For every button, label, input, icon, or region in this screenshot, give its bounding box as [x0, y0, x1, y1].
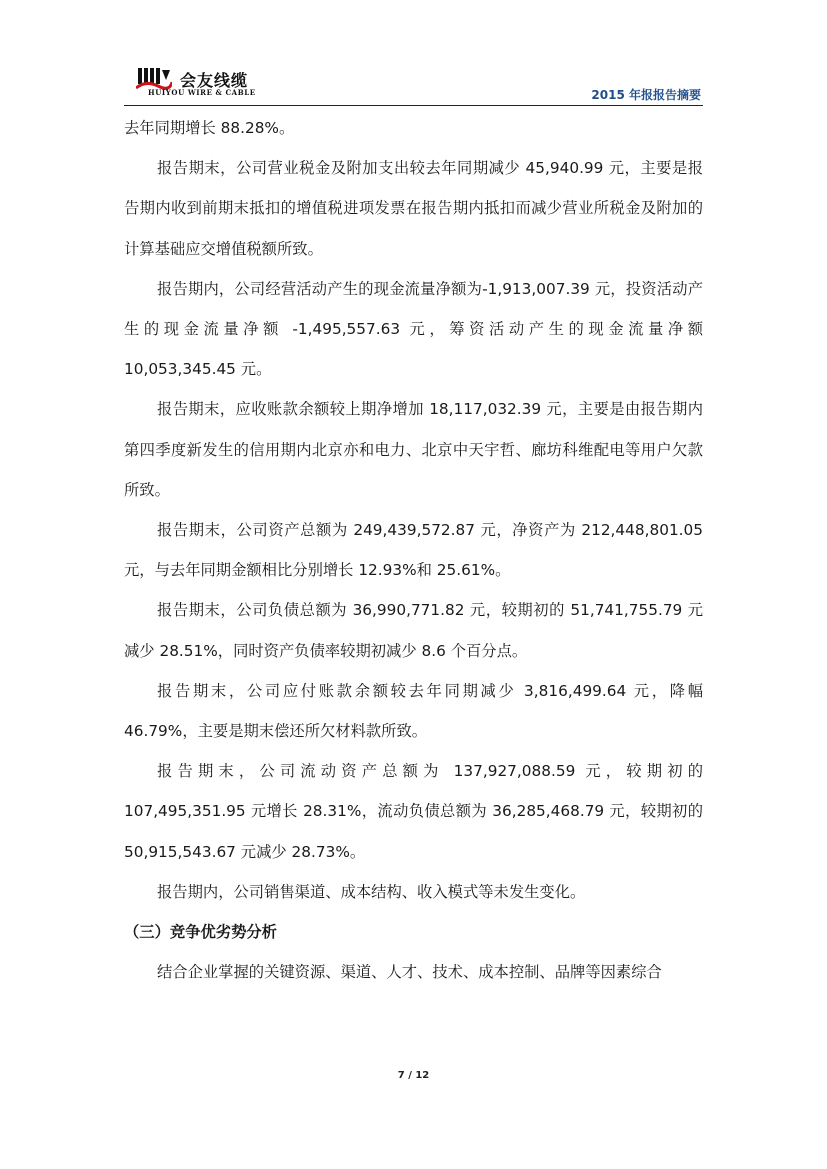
- report-title: 2015 年报报告摘要: [591, 88, 701, 102]
- company-logo: [134, 64, 304, 100]
- paragraph-continuation: 去年同期增长 88.28%。: [124, 119, 295, 137]
- document-body: [124, 108, 703, 992]
- page-number: 7 / 12: [397, 1070, 430, 1081]
- paragraph-payables: 报告期末，公司应付账款余额较去年同期减少 3,816,499.64 元，降幅46.79%，主要是期末偿还所欠材料款所致。: [124, 681, 703, 741]
- section-heading: （三）竞争优劣势分析: [124, 923, 277, 942]
- header-divider: [124, 105, 703, 106]
- paragraph-tax: 报告期末，公司营业税金及附加支出较去年同期减少 45,940.99 元，主要是报告期内收到前期末抵扣的增值税进项发票在报告期内抵扣而减少营业所税金及附加的计算基础应交增值税额所致。: [124, 159, 703, 258]
- logo-english-name: HUIYOU WIRE & CABLE: [148, 88, 256, 97]
- paragraph-receivables: 报告期末，应收账款余额较上期净增加 18,117,032.39 元，主要是由报告期内第四季度新发生的信用期内北京亦和电力、北京中天宇哲、廊坊科维配电等用户欠款所致。: [124, 400, 703, 499]
- page-header: [124, 64, 703, 108]
- paragraph-current-assets: 报告期末，公司流动资产总额为 137,927,088.59 元，较期初的107,495,351.95 元增长 28.31%，流动负债总额为 36,285,468.79 元，较期初的 50,915,543.67 元减少 28.73%。: [124, 762, 703, 861]
- paragraph-cash-flow: 报告期内，公司经营活动产生的现金流量净额为-1,913,007.39 元，投资活动产生的现金流量净额 -1,495,557.63 元，筹资活动产生的现金流量净额10,053,345.45 元。: [124, 279, 703, 379]
- paragraph-business-model: 报告期内，公司销售渠道、成本结构、收入模式等未发生变化。: [157, 882, 586, 901]
- logo-chinese-name: 会友线缆: [180, 71, 249, 90]
- paragraph-competition: 结合企业掌握的关键资源、渠道、人才、技术、成本控制、品牌等因素综合: [157, 963, 662, 982]
- paragraph-total-assets: 报告期末，公司资产总额为 249,439,572.87 元，净资产为 212,448,801.05 元，与去年同期金额相比分别增长 12.93%和 25.61%。: [124, 521, 703, 580]
- paragraph-liabilities: 报告期末，公司负债总额为 36,990,771.82 元，较期初的 51,741,755.79 元减少 28.51%，同时资产负债率较期初减少 8.6 个百分点。: [124, 601, 703, 660]
